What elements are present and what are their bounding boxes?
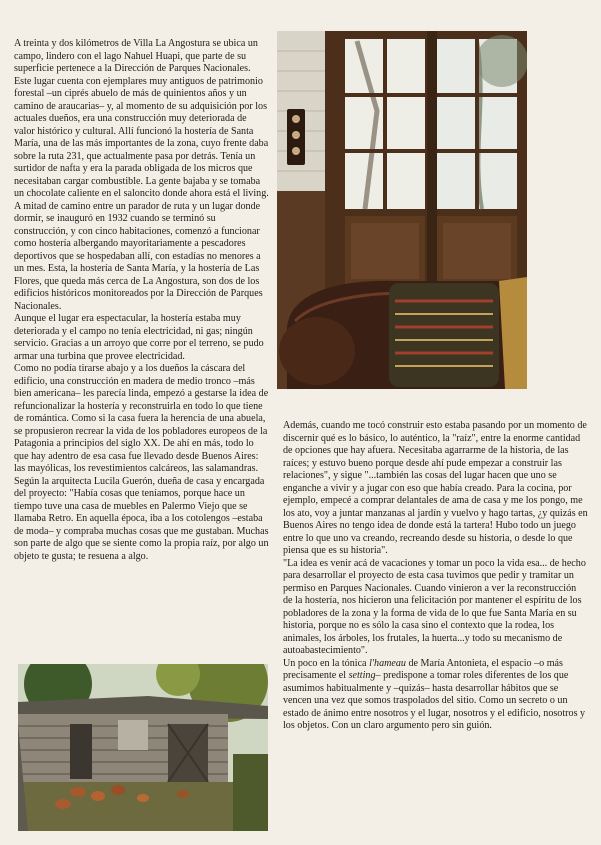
barn-photo-illustration bbox=[18, 664, 268, 831]
paragraph-7 bbox=[283, 658, 588, 733]
interior-photo bbox=[277, 31, 527, 389]
paragraph-3: Como no podía tirarse abajo y a los dueños la cáscara del edificio, una construcción en madera de medio tronco –más bien americana– les parecía linda, empezó a gestarse la idea de refuncionalizar la hostería y reconstruirla en todo lo que tiene de romántica. Como si la casa fuera la herencia de una abuela, se propusieron recrear la vida de los pobladores europeos de la Patagonia a principios del siglo XX. De ahí en más, todo lo que hay adentro de esa casa fue llevado desde Buenos Aires: las mayólicas, los revestimientos calcáreos, las salamandras. bbox=[14, 363, 269, 474]
paragraph-7-part-2: de María Antonieta, el espacio –o más precisamente el bbox=[283, 657, 563, 681]
paragraph-5: Además, cuando me tocó construir esto estaba pasando por un momento de discernir qué es lo básico, lo auténtico, la "raíz", entre la enorme cantidad de opciones que hay afuera. Necesitaba agarrarme de la historia, de las raíces; y estuvo bueno porque desde ahí pude empezar a construir las relaciones", y sigue "...también las cosas del lugar hacen que uno se enganche a vivir y a jugar con eso que había creado. Para la cocina, por ejemplo, empecé a comprar delantales de ama de casa y me los pongo, me los ato, voy a juntar manzanas al jardín y vuelvo y hago tartas, ¿y quizás en Buenos Aires no tengo idea de donde está la tartera! Hubo todo un juego entre lo que uno va creando, recreando desde su historia, o desde lo que piensa que es su historia". bbox=[283, 420, 588, 556]
article-column-left bbox=[14, 38, 269, 563]
paragraph-7-part-3: – predispone a tomar roles diferentes de los que asumimos habitualmente y –quizás– hasta desarrollar hábitos que se vencen una vez que somos traspolados del sitio. Como un secreto o un estado de ánimo entre nosotros y el lugar, nosotros y el edificio, nosotros y los objetos. Con un claro argumento pero sin guión. bbox=[283, 670, 586, 731]
paragraph-7-italic-1: l'hameau bbox=[369, 657, 406, 669]
paragraph-2: Aunque el lugar era espectacular, la hostería estaba muy deteriorada y el campo no tenía electricidad, ni gas; ningún servicio. Gracias a un arroyo que corre por el terreno, se pudo armar una turbina que provee electricidad. bbox=[14, 313, 264, 362]
article-column-right bbox=[283, 420, 588, 733]
paragraph-4: Según la arquitecta Lucila Guerón, dueña de casa y encargada del proyecto: "Había cosas que teníamos, porque hace un tiempo tuve una casa de muebles en Palermo Viejo que se llamaba Retro. En aquella época, iba a los cotolengos –estaba de moda– y compraba muchas cosas que me gustaban. Muchas son parte de algo que se siente como la propia raíz, por algo un objeto te gusta; te resuena a algo. bbox=[14, 475, 269, 562]
paragraph-7-italic-2: setting bbox=[348, 670, 376, 681]
paragraph-6: "La idea es venir acá de vacaciones y tomar un poco la vida esa... de hecho para desarrollar el proyecto de esta casa tuvimos que pedir y tramitar un permiso en Parques Nacionales. Cuando vinieron a ver la reconstrucción de la hostería, nos hicieron una felicitación por mantener el espíritu de los pobladores de la zona y la forma de vida de lo que fue Santa María en su historia, porque no es sólo la casa sino el contexto que la rodea, los animales, los árboles, los frutales, la huerta...y todo su mecanismo de autoabastecimiento". bbox=[283, 557, 586, 656]
paragraph-7-part-1: Un poco en la tónica bbox=[283, 657, 370, 669]
paragraph-1: A treinta y dos kilómetros de Villa La Angostura se ubica un campo, lindero con el lago Nahuel Huapi, que parte de su superficie pertenece a la Dirección de Parques Nacionales. Este lugar cuenta con ejemplares muy antiguos de patrimonio forestal –un ciprés abuelo de más de quinientos años y un camino de araucarias– y, al momento de su adquisición por los actuales dueños, era una construcción muy deteriorada de valor histórico y cultural. Allí funcionó la hostería de Santa María, una de las más importantes de la zona, cuyo frente daba sobre la ruta 231, que actualmente pasa por detrás. Tenía un surtidor de nafta y era la parada obligada de los micros que necesitaban cargar combustible. La gente bajaba y se tomaba un chocolate caliente en el saloncito donde ahora está el living. A mitad de camino entre un parador de ruta y un lugar donde dormir, se inauguró en 1932 cuando se terminó su construcción, y con cinco habitaciones, comenzó a funcionar como hostería albergando mayoritariamente a pescadores deportivos que se hospedaban allí, con estadías no menores a un mes. Esta, la hostería de Santa María, y la hostería de Las Flores, que queda más cerca de La Angostura, son dos de los edificios históricos monitoreados por la Dirección de Parques Nacionales. bbox=[14, 38, 269, 312]
interior-photo-illustration bbox=[277, 31, 527, 389]
barn-photo bbox=[18, 664, 268, 831]
